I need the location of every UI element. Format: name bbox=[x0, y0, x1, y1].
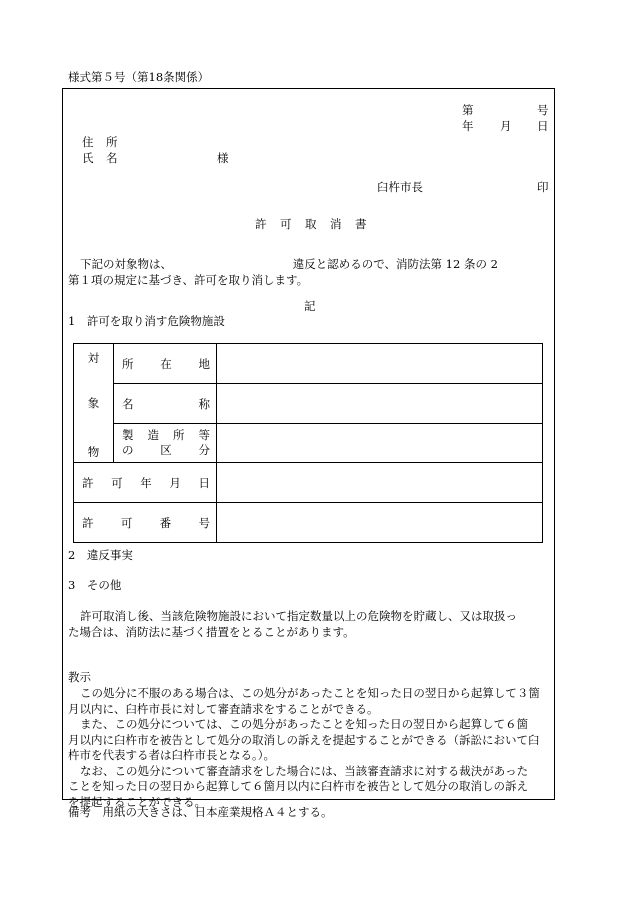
instr-line-3: また、この処分については、この処分があったことを知った日の翌日から起算して６箇 bbox=[80, 717, 529, 731]
instructions-title: 教示 bbox=[68, 670, 91, 684]
section-2-heading: 2 違反事実 bbox=[68, 548, 133, 562]
instr-line-6: なお、この処分について審査請求をした場合には、当該審査請求に対する裁決があった bbox=[80, 763, 529, 778]
address-label-1: 住 bbox=[82, 135, 94, 149]
ki-mark: 記 bbox=[304, 299, 316, 313]
body-text bbox=[68, 256, 550, 288]
location-value[interactable] bbox=[217, 344, 543, 384]
name-value[interactable] bbox=[217, 384, 543, 424]
date-month: 月 bbox=[500, 119, 512, 133]
location-label: 所 在 地 bbox=[114, 344, 217, 384]
instr-line-7: ことを知った日の翌日から起算して６箇月以内に臼杵市を被告として処分の取消しの訴え bbox=[68, 779, 528, 793]
division-label: 製 造 所 等 の 区 分 bbox=[114, 424, 217, 463]
instr-line-5: 杵市を代表する者は臼杵市長となる。）。 bbox=[68, 748, 275, 762]
date-day: 日 bbox=[537, 119, 549, 133]
instr-line-8: を提起することができる。 bbox=[68, 794, 206, 809]
permit-date-label: 許 可 年 月 日 bbox=[74, 463, 217, 503]
number-suffix: 号 bbox=[537, 103, 549, 117]
other-line-2: た場合は、消防法に基づく措置をとることがあります。 bbox=[68, 625, 355, 639]
issuer: 臼杵市長 bbox=[377, 180, 423, 194]
division-value[interactable] bbox=[217, 424, 543, 463]
address-label-2: 所 bbox=[106, 135, 118, 149]
permit-number-value[interactable] bbox=[217, 503, 543, 543]
body-line-1: 下記の対象物は、 違反と認めるので、消防法第 12 条の 2 bbox=[80, 257, 498, 271]
name-label-1: 氏 bbox=[82, 151, 94, 165]
honorific-sama: 様 bbox=[217, 151, 229, 165]
section-3-heading: 3 その他 bbox=[68, 578, 122, 592]
name-row-label: 名 称 bbox=[114, 384, 217, 424]
permit-date-value[interactable] bbox=[217, 463, 543, 503]
name-label-2: 名 bbox=[106, 151, 118, 165]
instructions-text bbox=[68, 686, 550, 810]
facility-table bbox=[73, 343, 543, 543]
document-title: 許 可 取 消 書 bbox=[255, 217, 368, 231]
target-char-3: 物 bbox=[87, 445, 100, 459]
target-char-1: 対 bbox=[87, 351, 100, 365]
section-1-heading: 1 許可を取り消す危険物施設 bbox=[68, 314, 225, 328]
date-year: 年 bbox=[462, 119, 474, 133]
instr-line-1: この処分に不服のある場合は、この処分があったことを知った日の翌日から起算して３箇 bbox=[80, 686, 540, 700]
form-number: 様式第５号（第18条関係） bbox=[68, 70, 210, 84]
instr-line-4: 月以内に臼杵市を被告として処分の取消しの訴えを提起することができる（訴訟において臼 bbox=[68, 732, 540, 747]
footnote: 備考 用紙の大きさは、日本産業規格Ａ４とする。 bbox=[68, 805, 333, 819]
target-char-2: 象 bbox=[87, 396, 100, 410]
number-prefix: 第 bbox=[462, 103, 474, 117]
other-line-1: 許可取消し後、当該危険物施設において指定数量以上の危険物を貯蔵し、又は取扱っ bbox=[80, 609, 517, 623]
seal: 印 bbox=[537, 180, 549, 194]
body-line-2: 第１項の規定に基づき、許可を取り消します。 bbox=[68, 273, 309, 287]
permit-number-label: 許 可 番 号 bbox=[74, 503, 217, 543]
other-text bbox=[68, 608, 550, 640]
target-object-label bbox=[74, 344, 114, 463]
instr-line-2: 月以内に、臼杵市長に対して審査請求をすることができる。 bbox=[68, 701, 379, 716]
